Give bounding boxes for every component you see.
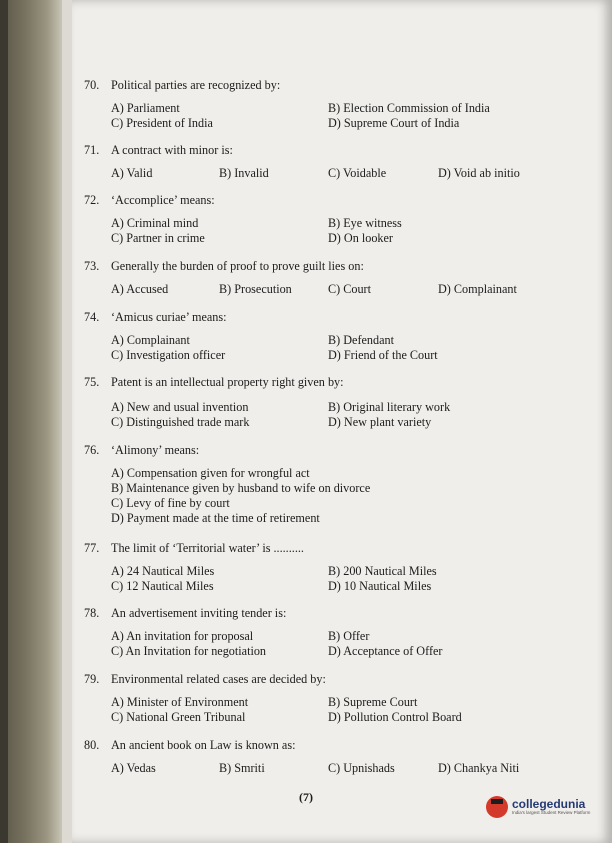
question-number: 70. (84, 78, 100, 92)
option-a: A) Parliament (111, 101, 180, 115)
watermark-tagline: India's largest Student Review Platform (512, 810, 591, 815)
option-d: D) Complainant (438, 282, 517, 296)
question-text: Environmental related cases are decided by: (111, 672, 326, 686)
option-c: C) National Green Tribunal (111, 710, 246, 724)
option-c: C) Partner in crime (111, 231, 205, 245)
option-a: A) Valid (111, 166, 153, 180)
option-d: D) Void ab initio (438, 166, 520, 180)
question-74 (84, 310, 554, 363)
option-a: A) New and usual invention (111, 400, 249, 414)
book-spine-edge (0, 0, 8, 843)
option-d: D) Chankya Niti (438, 761, 520, 775)
question-text: Patent is an intellectual property right given by: (111, 375, 344, 389)
question-77 (84, 541, 554, 594)
question-text: An advertisement inviting tender is: (111, 606, 287, 620)
option-a: A) Accused (111, 282, 169, 296)
question-73 (84, 259, 554, 297)
question-80 (84, 738, 554, 776)
option-b: B) Defendant (328, 333, 394, 347)
question-71 (84, 143, 554, 181)
question-text: ‘Amicus curiae’ means: (111, 310, 227, 324)
option-a: A) Criminal mind (111, 216, 199, 230)
question-number: 80. (84, 738, 100, 752)
question-number: 74. (84, 310, 100, 324)
option-b: B) Smriti (219, 761, 265, 775)
question-text: An ancient book on Law is known as: (111, 738, 296, 752)
question-number: 77. (84, 541, 100, 555)
option-b: B) Supreme Court (328, 695, 418, 709)
option-a: A) Minister of Environment (111, 695, 249, 709)
option-d: D) Friend of the Court (328, 348, 438, 362)
question-number: 73. (84, 259, 100, 273)
question-number: 78. (84, 606, 100, 620)
option-b: B) Offer (328, 629, 370, 643)
option-b: B) Election Commission of India (328, 101, 490, 115)
question-text: The limit of ‘Territorial water’ is .......... (111, 541, 304, 555)
option-c: C) 12 Nautical Miles (111, 579, 214, 593)
option-a: A) 24 Nautical Miles (111, 564, 215, 578)
option-b: B) Original literary work (328, 400, 451, 414)
option-c: C) President of India (111, 116, 213, 130)
option-c: C) An Invitation for negotiation (111, 644, 267, 658)
option-d: D) Payment made at the time of retirement (111, 511, 320, 525)
question-78 (84, 606, 554, 659)
option-c: C) Levy of fine by court (111, 496, 230, 510)
option-d: D) New plant variety (328, 415, 432, 429)
option-c: C) Distinguished trade mark (111, 415, 250, 429)
option-a: A) Compensation given for wrongful act (111, 466, 310, 480)
question-76 (84, 443, 554, 526)
question-text: Political parties are recognized by: (111, 78, 281, 92)
watermark-name: collegedunia (512, 797, 586, 811)
option-c: C) Voidable (328, 166, 387, 180)
option-b: B) Maintenance given by husband to wife on divorce (111, 481, 371, 495)
collegedunia-watermark (486, 792, 608, 822)
collegedunia-logo-icon (486, 796, 508, 818)
option-c: C) Upnishads (328, 761, 395, 775)
book-spine (0, 0, 62, 843)
question-text: ‘Alimony’ means: (111, 443, 200, 457)
question-70 (84, 78, 554, 131)
option-d: D) 10 Nautical Miles (328, 579, 432, 593)
question-number: 79. (84, 672, 100, 686)
option-b: B) Prosecution (219, 282, 292, 296)
question-number: 76. (84, 443, 100, 457)
option-c: C) Court (328, 282, 371, 296)
question-text: ‘Accomplice’ means: (111, 193, 215, 207)
page-number: (7) (299, 790, 313, 804)
option-b: B) Eye witness (328, 216, 402, 230)
option-a: A) An invitation for proposal (111, 629, 254, 643)
option-a: A) Complainant (111, 333, 190, 347)
option-d: D) On looker (328, 231, 393, 245)
question-number: 72. (84, 193, 100, 207)
option-c: C) Investigation officer (111, 348, 226, 362)
option-d: D) Supreme Court of India (328, 116, 460, 130)
question-72 (84, 193, 554, 246)
question-text: Generally the burden of proof to prove guilt lies on: (111, 259, 364, 273)
option-d: D) Acceptance of Offer (328, 644, 443, 658)
option-b: B) Invalid (219, 166, 269, 180)
question-number: 75. (84, 375, 100, 389)
question-75 (84, 375, 554, 430)
option-b: B) 200 Nautical Miles (328, 564, 437, 578)
question-79 (84, 672, 554, 725)
question-text: A contract with minor is: (111, 143, 233, 157)
question-number: 71. (84, 143, 100, 157)
option-d: D) Pollution Control Board (328, 710, 462, 724)
option-a: A) Vedas (111, 761, 156, 775)
